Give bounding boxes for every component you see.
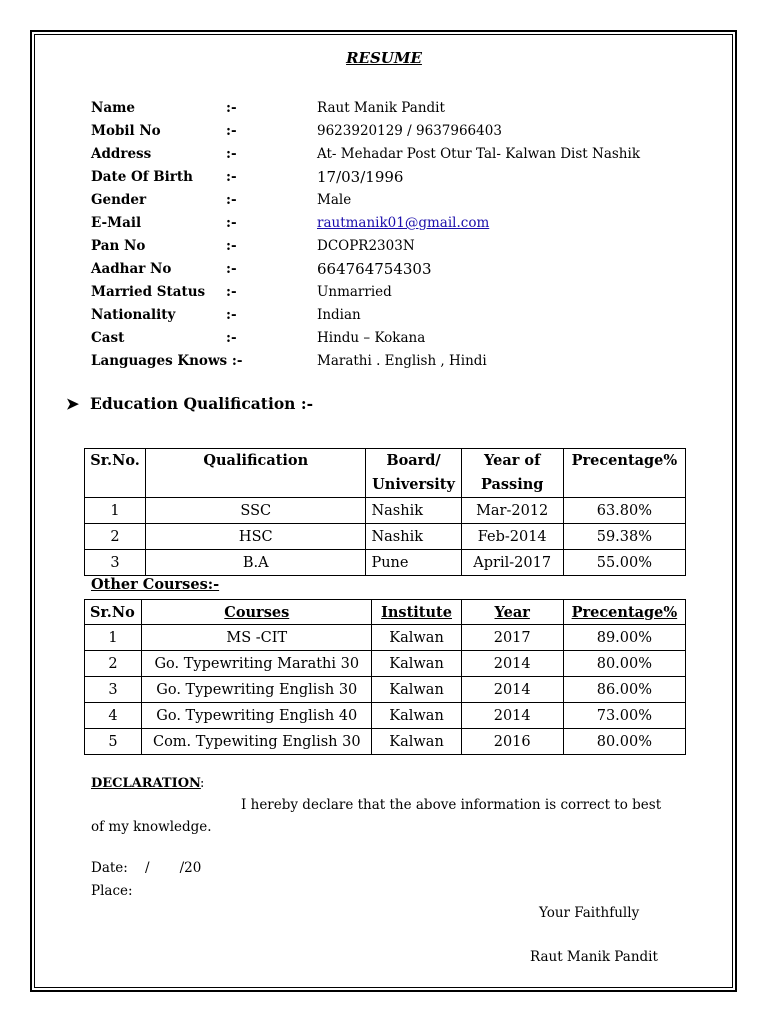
table-cell: Com. Typewiting English 30 (142, 729, 372, 755)
email-link[interactable]: rautmanik01@gmail.com (317, 215, 490, 231)
detail-label: Name (91, 100, 135, 116)
other-courses-table (84, 599, 686, 755)
column-header: Sr.No (85, 600, 142, 625)
table-cell: 73.00% (563, 703, 685, 729)
column-header: Year of Passing (461, 449, 563, 498)
table-cell: 1 (85, 498, 146, 524)
table-cell: 2014 (461, 677, 563, 703)
detail-value: Marathi . English , Hindi (317, 353, 487, 369)
detail-colon: :- (226, 307, 237, 323)
table-cell: 86.00% (563, 677, 685, 703)
resume-title: RESUME (346, 49, 422, 67)
detail-label: Languages Knows :- (91, 353, 243, 369)
detail-colon: :- (226, 261, 237, 277)
place-line: Place: (91, 883, 133, 899)
table-cell: Go. Typewriting English 30 (142, 677, 372, 703)
education-heading-text: Education Qualification :- (90, 394, 314, 413)
table-cell: Kalwan (372, 703, 461, 729)
detail-colon: :- (226, 330, 237, 346)
table-row (85, 677, 686, 703)
detail-colon: :- (226, 100, 237, 116)
detail-colon: :- (226, 169, 237, 185)
table-cell: April-2017 (461, 550, 563, 576)
declaration-text-continued: of my knowledge. (91, 819, 212, 835)
detail-label: Cast (91, 330, 125, 346)
detail-value: Indian (317, 307, 361, 323)
table-cell: 2016 (461, 729, 563, 755)
declaration-text: I hereby declare that the above information is correct to best (241, 797, 662, 813)
table-cell: 3 (85, 677, 142, 703)
table-cell: Kalwan (372, 651, 461, 677)
table-header-row (85, 600, 686, 625)
table-cell: 55.00% (563, 550, 685, 576)
detail-label: Mobil No (91, 123, 161, 139)
table-cell: 3 (85, 550, 146, 576)
table-cell: SSC (146, 498, 366, 524)
table-cell: 63.80% (563, 498, 685, 524)
table-cell: Pune (366, 550, 461, 576)
detail-colon: :- (226, 238, 237, 254)
detail-colon: :- (226, 284, 237, 300)
table-cell: 2017 (461, 625, 563, 651)
table-cell: Feb-2014 (461, 524, 563, 550)
table-row (85, 524, 686, 550)
date-line: Date: / /20 (91, 860, 202, 876)
detail-value: Raut Manik Pandit (317, 100, 445, 116)
column-header: Year (461, 600, 563, 625)
detail-value: DCOPR2303N (317, 238, 415, 254)
table-row (85, 703, 686, 729)
detail-label: Date Of Birth (91, 169, 193, 185)
detail-colon: :- (226, 123, 237, 139)
education-heading (66, 394, 313, 413)
detail-label: Gender (91, 192, 147, 208)
detail-value: Unmarried (317, 284, 392, 300)
education-table (84, 448, 686, 576)
column-header: Institute (372, 600, 461, 625)
table-cell: Go. Typewriting English 40 (142, 703, 372, 729)
table-cell: 80.00% (563, 729, 685, 755)
table-row (85, 498, 686, 524)
table-cell: Kalwan (372, 729, 461, 755)
table-cell: 5 (85, 729, 142, 755)
declaration-colon: : (200, 776, 205, 791)
table-row (85, 625, 686, 651)
table-cell: 2014 (461, 703, 563, 729)
table-cell: 4 (85, 703, 142, 729)
column-header: Sr.No. (85, 449, 146, 498)
column-header: Courses (142, 600, 372, 625)
detail-colon: :- (226, 192, 237, 208)
table-cell: MS -CIT (142, 625, 372, 651)
detail-colon: :- (226, 146, 237, 162)
closing-salutation: Your Faithfully (539, 905, 640, 921)
column-header: Board/ University (366, 449, 461, 498)
detail-value: At- Mehadar Post Otur Tal- Kalwan Dist Nashik (317, 146, 641, 162)
table-row (85, 651, 686, 677)
declaration-label: DECLARATION (91, 776, 201, 791)
detail-value: Male (317, 192, 352, 208)
detail-value: 9623920129 / 9637966403 (317, 123, 502, 139)
table-cell: 2 (85, 524, 146, 550)
table-cell: 2014 (461, 651, 563, 677)
table-row (85, 729, 686, 755)
table-cell: HSC (146, 524, 366, 550)
table-cell: Kalwan (372, 625, 461, 651)
table-header-row (85, 449, 686, 498)
table-cell: 59.38% (563, 524, 685, 550)
detail-label: Nationality (91, 307, 176, 323)
detail-label: Aadhar No (91, 261, 172, 277)
table-cell: 2 (85, 651, 142, 677)
table-cell: 1 (85, 625, 142, 651)
column-header: Precentage% (563, 600, 685, 625)
table-cell: Nashik (366, 524, 461, 550)
detail-value: 664764754303 (317, 260, 432, 278)
table-cell: Kalwan (372, 677, 461, 703)
table-cell: Mar-2012 (461, 498, 563, 524)
table-cell: 89.00% (563, 625, 685, 651)
column-header: Precentage% (563, 449, 685, 498)
detail-label: E-Mail (91, 215, 142, 231)
signature-name: Raut Manik Pandit (530, 949, 658, 965)
other-courses-heading: Other Courses:- (91, 576, 220, 593)
table-row (85, 550, 686, 576)
arrow-bullet-icon: ➤ (66, 394, 79, 413)
detail-value: 17/03/1996 (317, 168, 404, 186)
detail-label: Pan No (91, 238, 146, 254)
table-cell: B.A (146, 550, 366, 576)
detail-label: Married Status (91, 284, 206, 300)
detail-value: Hindu – Kokana (317, 330, 426, 346)
detail-colon: :- (226, 215, 237, 231)
column-header: Qualification (146, 449, 366, 498)
table-cell: Go. Typewriting Marathi 30 (142, 651, 372, 677)
detail-label: Address (91, 146, 152, 162)
table-cell: Nashik (366, 498, 461, 524)
table-cell: 80.00% (563, 651, 685, 677)
